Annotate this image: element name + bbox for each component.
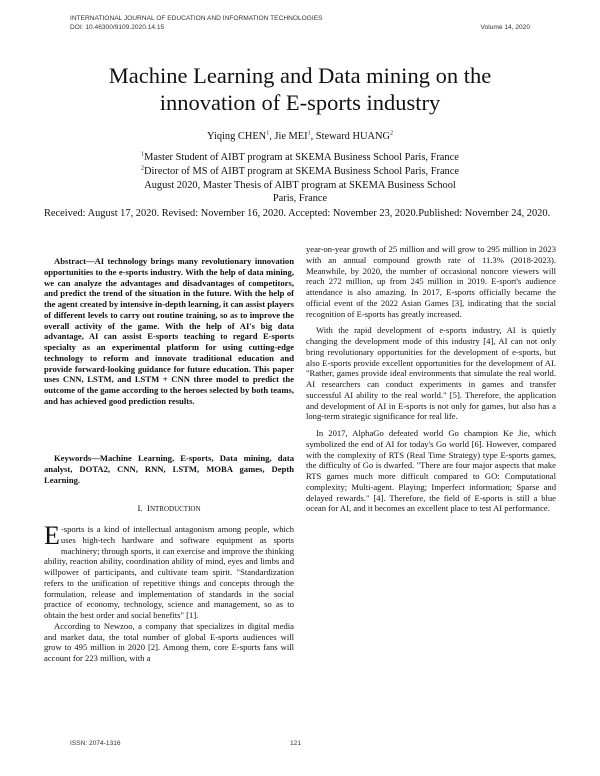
abstract <box>44 256 294 407</box>
section-numeral: I. <box>137 503 143 513</box>
affiliation-line: August 2020, Master Thesis of AIBT program at SKEMA Business School <box>144 180 456 191</box>
affiliation-2 <box>40 165 560 178</box>
journal-name: INTERNATIONAL JOURNAL OF EDUCATION AND INFORMATION TECHNOLOGIES <box>70 15 323 22</box>
title-line-1: Machine Learning and Data mining on the <box>108 63 492 88</box>
author-separator: , <box>310 131 316 142</box>
affiliation-line: Paris, France <box>272 193 328 204</box>
right-column-body <box>306 244 556 514</box>
author-affiliation-mark: 1 <box>307 130 311 137</box>
author-name: Steward HUANG <box>315 131 390 142</box>
section-heading <box>44 503 294 513</box>
page-number: 121 <box>290 740 302 747</box>
paragraph-text: -sports is a kind of intellectual antagonism among people, which uses high-tech hardware and software equipment as sports machinery; through sports, it can exercise and improve the thinking ability, reaction ability, coordination ability of mind, eyes and limbs and willpower of participants, and cultivate team spirit. "Standardization refers to the unification of repetitive things and concepts through the formulation, release and implementation of standards in the social practice of economy, technology, science and management, so as to obtain the best order and social benefits" [1]. <box>44 524 294 620</box>
intro-paragraph-1 <box>44 521 294 621</box>
affiliation-mark: 2 <box>141 165 145 172</box>
affiliation-text: Director of MS of AIBT program at SKEMA Business School Paris, France <box>144 166 459 177</box>
affiliation-1 <box>40 151 560 164</box>
affiliation-3 <box>40 179 560 205</box>
section-title-rest: NTRODUCTION <box>149 505 201 513</box>
keywords-text: Keywords—Machine Learning, E-sports, Data mining, data analyst, DOTA2, CNN, RNN, LSTM, MOBA games, Depth Learning. <box>44 453 294 485</box>
author-name: Yiqing CHEN <box>207 131 267 142</box>
introduction-body <box>44 521 294 664</box>
author-affiliation-mark: 1 <box>266 130 270 137</box>
right-paragraph-1: year-on-year growth of 25 million and will grow to 295 million in 2023 with an annual compound growth rate of 11.3% (2018-2023). Meanwhile, by 2020, the number of occasional noncore viewers will reach 272 million, up from 245 million in 2019. E-sport's audience attendance is also amazing. In 2017, E-sports officially became the official event of the 2022 Asian Games [3], indicating that the social recognition of E-sports has greatly increased. <box>306 244 556 319</box>
section-title-first-letter: I <box>147 503 150 513</box>
author-separator: , <box>269 131 275 142</box>
intro-paragraph-2: According to Newzoo, a company that specializes in digital media and market data, the total number of global E-sports audiences will grow to 495 million in 2020 [2]. Among them, core E-sports fans will account for 223 million, with a <box>44 620 294 663</box>
right-paragraph-2: With the rapid development of e-sports industry, AI is quietly changing the development mode of this industry [4], AI can not only bring revolutionary opportunities for the development of e-sports, but also E-sports provide excellent opportunities for the development of AI. "Rather, games provide ideal environments that simulate the real world. AI researchers can conduct experiments in games and transfer successful AI ability to the real world." [5]. Therefore, the application and development of AI in E-sports is not only for games, but also has a long-term strategic significance for real life. <box>306 325 556 422</box>
volume: Volume 14, 2020 <box>480 24 530 31</box>
paper-title <box>40 62 560 116</box>
title-line-2: innovation of E-sports industry <box>159 90 441 115</box>
keywords <box>44 453 294 485</box>
right-paragraph-3: In 2017, AlphaGo defeated world Go champion Ke Jie, which symbolized the end of AI for today's Go world [6]. However, compared with the complexity of RTS (Real Time Strategy) type E-sports games, the difficulty of Go is dwarfed. "There are four major aspects that make RTS games much more difficult compared to GO: Computational complexity; Multi-agent. Playing; Imperfect information; Sparse and delayed rewards." [4]. Therefore, the field of E-sports is still a blue ocean for AI, and it becomes an excellent place to test AI performance. <box>306 428 556 514</box>
affiliation-mark: 1 <box>141 151 145 158</box>
author-list <box>40 131 560 142</box>
abstract-text: Abstract—AI technology brings many revolutionary innovation opportunities to the e-sports industry. With the help of data mining, we can analyze the advantages and disadvantages of competitors, and predict the trend of the situation in the future. With the help of the agent created by intensive in-depth learning, it can assist players of different levels to carry out routine training, so as to improve the overall activity of the game. With the help of AI's big data advantage, AI can assist E-sports teaching to regard E-sports specialty as an experimental platform for using cutting-edge technology to reform and innovate traditional education and provide forward-looking guidance for future education. This paper uses CNN, LSTM, and LSTM + CNN three model to predict the outcome of the game according to the heroes selected by both teams, and has achieved good prediction results. <box>44 256 294 406</box>
author-name: Jie MEI <box>274 131 308 142</box>
drop-cap: E <box>44 521 60 550</box>
doi: DOI: 10.46300/9109.2020.14.15 <box>70 24 165 31</box>
affiliation-text: Master Student of AIBT program at SKEMA Business School Paris, France <box>144 152 459 163</box>
issn: ISSN: 2074-1316 <box>70 740 121 747</box>
author-affiliation-mark: 2 <box>389 130 393 137</box>
received-dates: Received: August 17, 2020. Revised: November 16, 2020. Accepted: November 23, 2020.Published: November 24, 2020. <box>44 208 551 219</box>
